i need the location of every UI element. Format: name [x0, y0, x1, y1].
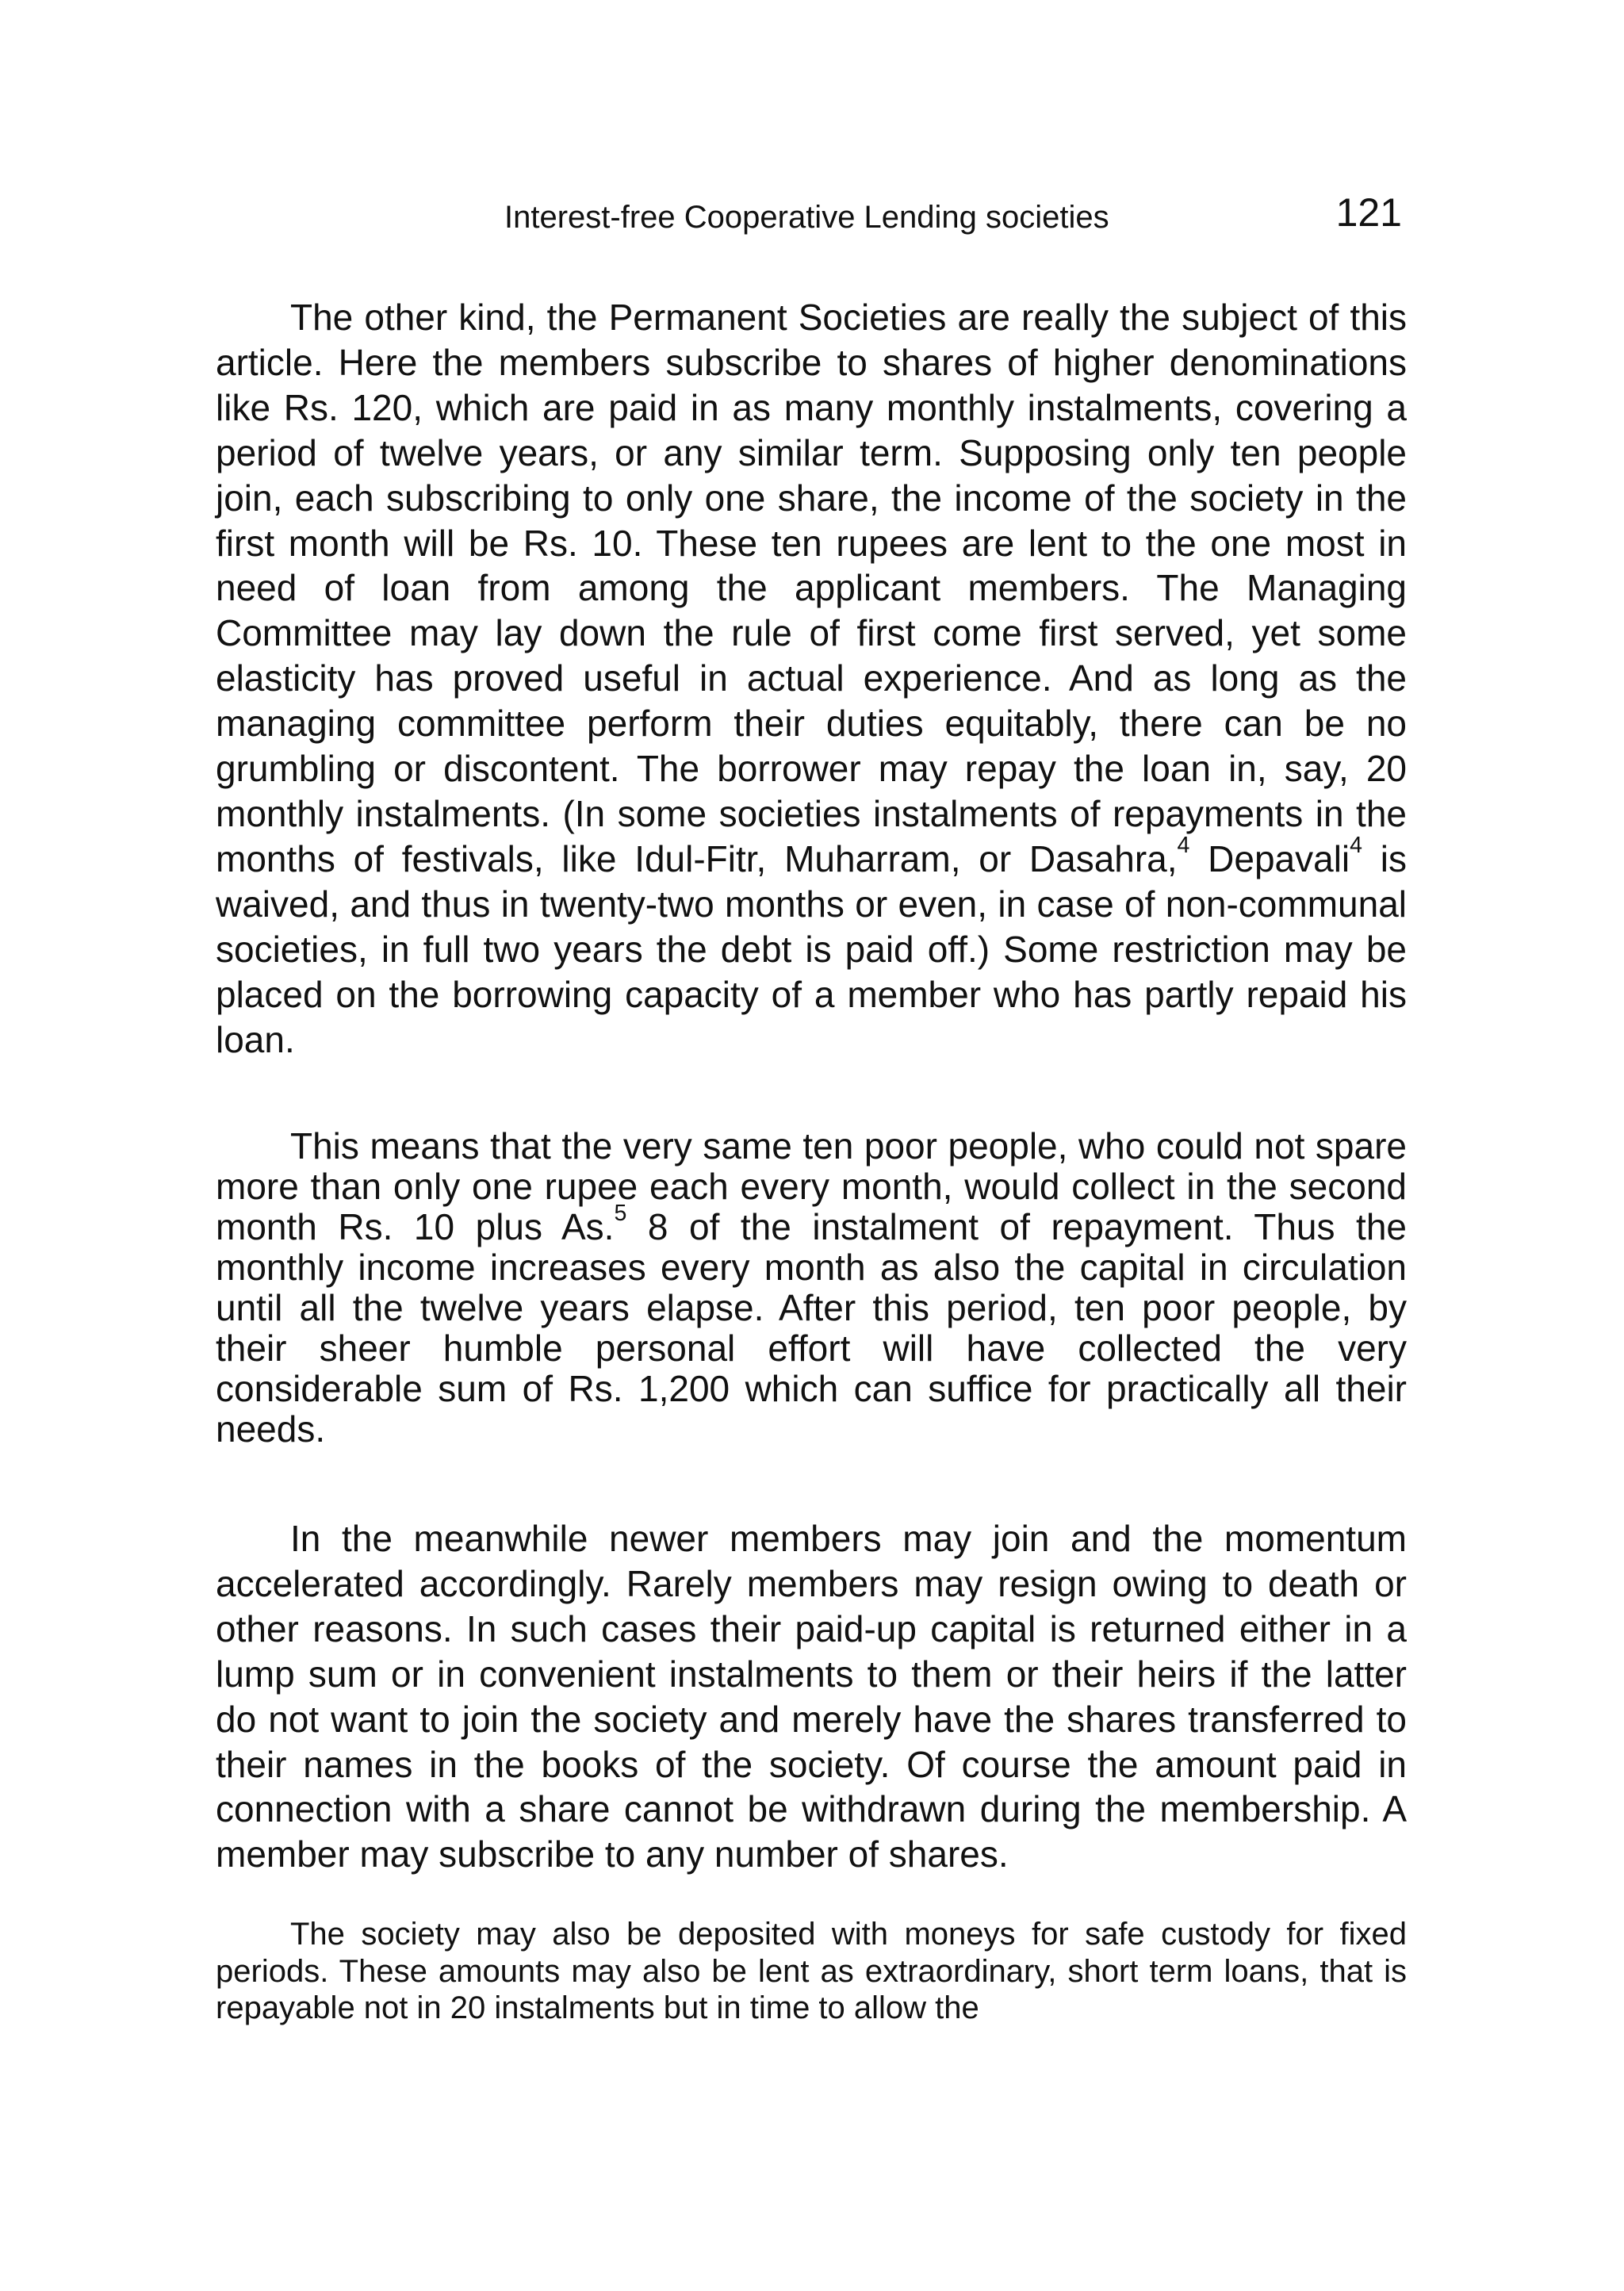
- page-number: 121: [1335, 190, 1402, 235]
- paragraph-text: 8 of the instalment of repayment. Thus the monthly income increases every month as also the capital in circulation until all the twelve years elapse. After this period, ten poor people, by their sheer humble personal effort will have collected the very considerable sum of Rs. 1,200 which can suffice for practically all their needs.: [216, 1206, 1407, 1450]
- running-title: Interest-free Cooperative Lending societies: [504, 200, 1109, 235]
- footnote-marker: 4: [1350, 832, 1363, 858]
- paragraph-text: This means that the very same ten poor people, who could not spare more than only one rupee each every month, would collect in the second month Rs. 10 plus As.: [216, 1125, 1407, 1247]
- paragraph-text: is waived, and thus in twenty-two months or even, in case of non-communal societies, in full two years the debt is paid off.) Some restriction may be placed on the borrowing capacity of a member who has partly repaid his loan.: [216, 837, 1407, 1060]
- paragraph-text: In the meanwhile newer members may join and the momentum accelerated accordingly. Rarely members may resign owing to death or other reasons. In such cases their paid-up capital is returned either in a lump sum or in convenient instalments to them or their heirs if the latter do not want to join the society and merely have the shares transferred to their names in the books of the society. Of course the amount paid in connection with a share cannot be withdrawn during the membership. A member may subscribe to any number of shares.: [216, 1518, 1407, 1875]
- paragraph-text: The other kind, the Permanent Societies are really the subject of this article. Here the members subscribe to shares of higher denominations like Rs. 120, which are paid in as many monthly instalments, covering a period of twelve years, or any similar term. Supposing only ten people join, each subscribing to only one share, the income of the society in the first month will be Rs. 10. These ten rupees are lent to the one most in need of loan from among the applicant members. The Managing Committee may lay down the rule of first come first served, yet some elasticity has proved useful in actual experience. And as long as the managing committee perform their duties equitably, there can be no grumbling or discontent. The borrower may repay the loan in, say, 20 monthly instalments. (In some societies instalments of repayments in the months of festivals, like Idul-Fitr, Muharram, or Dasahra,: [216, 297, 1407, 879]
- paragraph-newer-members: [216, 1516, 1407, 1877]
- paragraph-ten-poor-people: [216, 1126, 1407, 1450]
- paragraph-deposits: [216, 1916, 1407, 2027]
- paragraph-text: The society may also be deposited with moneys for safe custody for fixed periods. These amounts may also be lent as extraordinary, short term loans, that is repayable not in 20 instalments but in time to allow the: [216, 1917, 1407, 2025]
- footnote-marker: 5: [614, 1200, 627, 1226]
- paragraph-permanent-societies: [216, 295, 1407, 1062]
- paragraph-text: Depavali: [1189, 837, 1350, 879]
- footnote-marker: 4: [1177, 832, 1190, 858]
